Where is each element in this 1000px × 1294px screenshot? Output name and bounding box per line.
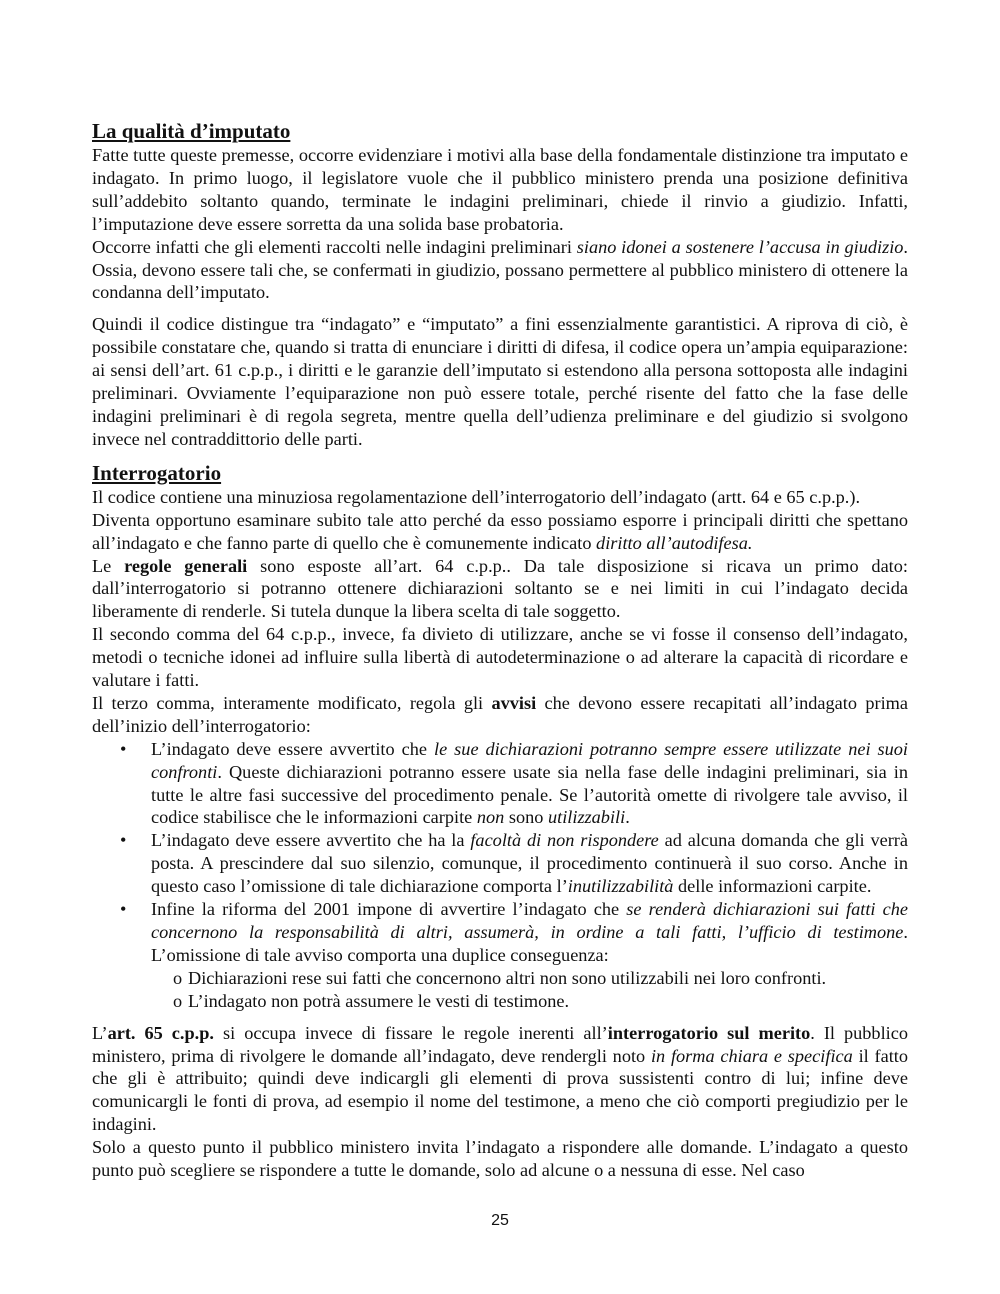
paragraph: Il codice contiene una minuziosa regolamentazione dell’interrogatorio dell’indagato (artt. 64 e 65 c.p.p.). [92, 486, 861, 507]
paragraph: Solo a questo punto il pubblico ministero invita l’indagato a rispondere alle domande. L’indagato a questo punto può scegliere se rispondere a tutte le domande, solo ad alcune o a nessuna di esse. Nel caso [92, 1137, 908, 1181]
document-page [92, 118, 908, 1182]
paragraph: Quindi il codice distingue tra “indagato” e “imputato” a fini essenzialmente garantistici. A riprova di ciò, è possibile constatare che, quando si tratta di enunciare i diritti di difesa, il codice opera un’ampia equiparazione: ai sensi dell’art. 61 c.p.p., i diritti e le garanzie dell’imputato si estendono alla persona sottoposta alle indagini preliminari. Ovviamente l’equiparazione non può essere totale, perché risente del fatto che la fase delle indagini preliminari è di regola segreta, mentre quella dell’udienza preliminare e del giudizio si svolgono invece nel contraddittorio delle parti. [92, 314, 908, 449]
sub-bullet-marker: o [173, 990, 183, 1011]
paragraph: Le regole generali sono esposte all’art. 64 c.p.p.. Da tale disposizione si ricava un primo dato: dall’interrogatorio si potranno ottenere dichiarazioni soltanto se e nei limiti in cui l’indagato decida liberamente di renderle. Si tutela dunque la libera scelta di tale soggetto. [92, 555, 908, 622]
paragraph: Occorre infatti che gli elementi raccolti nelle indagini preliminari siano idonei a sostenere l’accusa in giudizio. Ossia, devono essere tali che, se confermati in giudizio, possano permettere al pubblico ministero di ottenere la condanna dell’imputato. [92, 236, 908, 303]
paragraph: Il secondo comma del 64 c.p.p., invece, fa divieto di utilizzare, anche se vi fosse il consenso dell’indagato, metodi o tecniche idonei ad influire sulla libertà di autodeterminazione o ad alterare la capacità di ricordare e valutare i fatti. [92, 624, 908, 691]
sub-list-item: o L’indagato non potrà assumere le vesti di testimone. [173, 990, 570, 1011]
list-item: • Infine la riforma del 2001 impone di avvertire l’indagato che se renderà dichiarazioni sui fatti che concernono la responsabilità di altri, assumerà, in ordine a tali fatti, l’ufficio di testimone. L’omissione di tale avviso comporta una duplice conseguenza: o Dichiarazioni rese sui fatti che concernono altri non sono utilizzabili nei loro confronti. o L’indagato non potrà assumere le vesti di testimone. [120, 899, 908, 1011]
sub-list-item: o Dichiarazioni rese sui fatti che concernono altri non sono utilizzabili nei loro confronti. [173, 967, 827, 988]
list-item: • L’indagato deve essere avvertito che ha la facoltà di non rispondere ad alcuna domanda che gli verrà posta. A prescindere dal suo silenzio, comunque, il procedimento continuerà il suo corso. Anche in questo caso l’omissione di tale dichiarazione comporta l’inutilizzabilità delle informazioni carpite. [120, 830, 909, 897]
section-title-imputato: La qualità d’imputato [92, 119, 291, 143]
sub-list [151, 967, 908, 1013]
bullet-marker: • [120, 899, 127, 920]
paragraph: Diventa opportuno esaminare subito tale atto perché da esso possiamo esporre i principali diritti che spettano all’indagato e che fanno parte di quello che è comunemente indicato diritto all’autodifesa. [92, 509, 908, 553]
list-item: • L’indagato deve essere avvertito che le sue dichiarazioni potranno sempre essere utilizzate nei suoi confronti. Queste dichiarazioni potranno essere usate sia nella fase delle indagini preliminari, sia in tutte le altre fasi successive del procedimento penale. Se l’autorità omette di rivolgere tale avviso, il codice stabilisce che le informazioni carpite non sono utilizzabili. [120, 738, 908, 828]
page-number: 25 [491, 1212, 509, 1229]
bullet-marker: • [120, 738, 127, 759]
paragraph: Fatte tutte queste premesse, occorre evidenziare i motivi alla base della fondamentale distinzione tra imputato e indagato. In primo luogo, il legislatore vuole che il pubblico ministero prenda una posizione definitiva sull’addebito soltanto quando, terminate le indagini preliminari, chiede il rinvio a giudizio. Infatti, l’imputazione deve essere sorretta da una solida base probatoria. [92, 145, 908, 234]
bullet-marker: • [120, 830, 127, 851]
avvisi-list [92, 738, 908, 1013]
sub-bullet-marker: o [173, 967, 183, 988]
paragraph: L’art. 65 c.p.p. si occupa invece di fissare le regole inerenti all’interrogatorio sul merito. Il pubblico ministero, prima di rivolgere le domande all’indagato, deve rendergli noto in forma chiara e specifica il fatto che gli è attribuito; quindi deve indicargli gli elementi di prova sussistenti contro di lui; infine deve comunicargli le fonti di prova, ad esempio il nome del testimone, a meno che ciò comporti pregiudizio per le indagini. [92, 1022, 909, 1135]
paragraph: Il terzo comma, interamente modificato, regola gli avvisi che devono essere recapitati all’indagato prima dell’inizio dell’interrogatorio: [92, 692, 908, 736]
section-title-interrogatorio: Interrogatorio [92, 460, 222, 485]
